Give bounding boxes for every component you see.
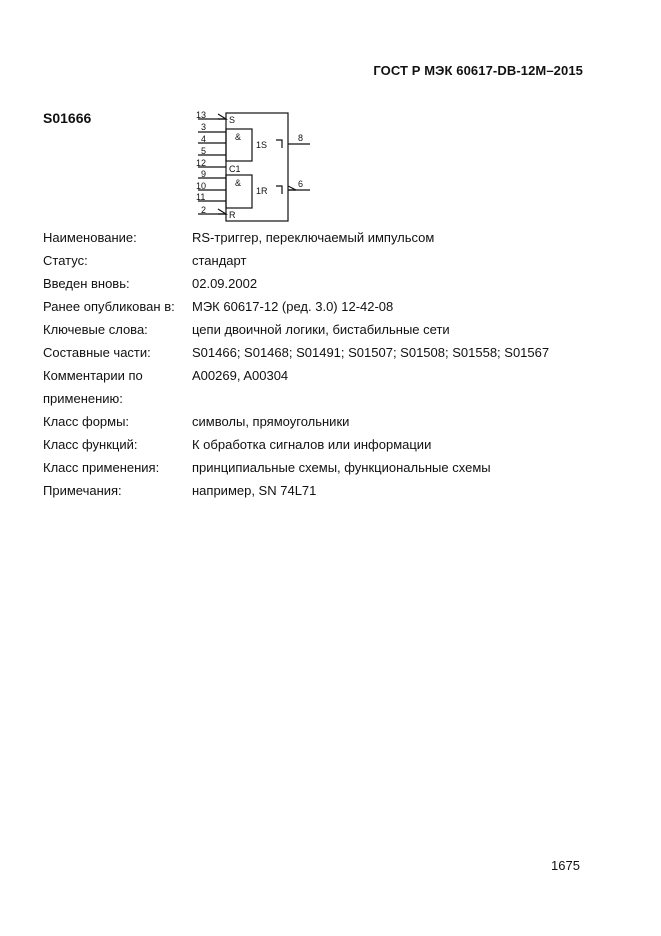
document-header: ГОСТ Р МЭК 60617-DB-12M–2015 <box>373 63 583 78</box>
field-label: применению: <box>43 391 123 406</box>
label-and-top: & <box>235 132 242 142</box>
field-value: S01466; S01468; S01491; S01507; S01508; S01558; S01567 <box>192 345 550 360</box>
pin-13: 13 <box>196 110 207 120</box>
page-number: 1675 <box>551 858 580 873</box>
info-row-comments-cont <box>43 387 549 410</box>
field-value: A00269, A00304 <box>192 368 289 383</box>
pin-2: 2 <box>201 205 207 215</box>
label-s: S <box>229 115 236 125</box>
label-1s: 1S <box>256 140 268 150</box>
field-value: цепи двоичной логики, бистабильные сети <box>192 322 450 337</box>
field-value: RS-триггер, переключаемый импульсом <box>192 230 435 245</box>
field-label: Ключевые слова: <box>43 322 148 337</box>
field-label: Введен вновь: <box>43 276 130 291</box>
info-row-introduced <box>43 272 549 295</box>
info-row-name <box>43 226 549 249</box>
field-value: например, SN 74L71 <box>192 483 317 498</box>
pin-11: 11 <box>196 192 206 202</box>
field-label: Ранее опубликован в: <box>43 299 175 314</box>
pin-5: 5 <box>201 146 207 156</box>
pin-4: 4 <box>201 134 207 144</box>
info-row-published <box>43 295 549 318</box>
field-label: Статус: <box>43 253 88 268</box>
pin-8: 8 <box>298 133 304 143</box>
field-value: МЭК 60617-12 (ред. 3.0) 12-42-08 <box>192 299 394 314</box>
info-row-status <box>43 249 549 272</box>
field-label: Класс функций: <box>43 437 138 452</box>
pin-10: 10 <box>196 181 207 191</box>
field-label: Комментарии по <box>43 368 143 383</box>
pin-12: 12 <box>196 158 207 168</box>
label-c1: C1 <box>229 164 241 174</box>
field-value: К обработка сигналов или информации <box>192 437 432 452</box>
field-label: Класс формы: <box>43 414 130 429</box>
field-label: Класс применения: <box>43 460 160 475</box>
info-row-components <box>43 341 549 364</box>
logic-symbol-diagram <box>192 108 322 226</box>
pin-9: 9 <box>201 169 207 179</box>
info-row-notes <box>43 479 549 502</box>
field-label: Наименование: <box>43 230 137 245</box>
symbol-id: S01666 <box>43 110 92 126</box>
pin-3: 3 <box>201 122 207 132</box>
label-r: R <box>229 210 236 220</box>
info-row-application-class <box>43 456 549 479</box>
field-value: символы, прямоугольники <box>192 414 350 429</box>
info-row-comments <box>43 364 549 387</box>
info-row-shape-class <box>43 410 549 433</box>
pin-6: 6 <box>298 179 304 189</box>
field-value: стандарт <box>192 253 247 268</box>
label-1r: 1R <box>256 186 268 196</box>
label-and-bottom: & <box>235 178 242 188</box>
symbol-info-table <box>43 226 549 502</box>
info-row-keywords <box>43 318 549 341</box>
info-row-function-class <box>43 433 549 456</box>
field-value: 02.09.2002 <box>192 276 258 291</box>
field-value: принципиальные схемы, функциональные схемы <box>192 460 491 475</box>
field-label: Составные части: <box>43 345 151 360</box>
field-label: Примечания: <box>43 483 122 498</box>
